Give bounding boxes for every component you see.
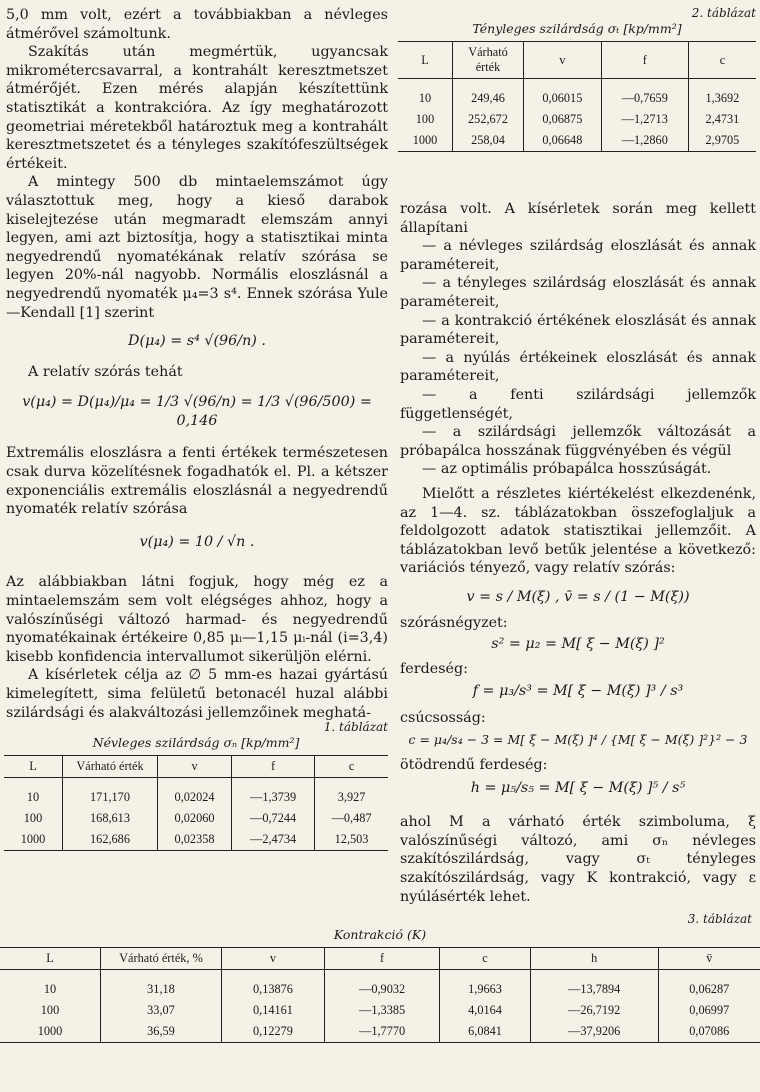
table-cell: 100	[415, 112, 435, 126]
paragraph: A kísérletek célja az ∅ 5 mm-es hazai gyártású kimelegített, sima felületű betonacél huzal alábbi szilárdsági és alakváltozási jellemzőinek meghatá-	[6, 667, 388, 721]
equation: v(μ₄) = D(μ₄)/μ₄ = 1/3 √(96/n) = 1/3 √(96/500) = 0,146	[22, 394, 372, 429]
paragraph: Extremális eloszlásra a fenti értékek természetesen csak durva közelítésnek fogadhatók el. Pl. a kétszer exponenciális extremális eloszlásnál a negyedrendű nyomaték relatív szórása	[6, 445, 388, 518]
table-cell: —26,7192	[530, 1000, 658, 1021]
table-cell: 1000	[398, 130, 453, 152]
table-2	[398, 6, 756, 152]
table-cell: 1000	[4, 829, 63, 851]
table-cell: 0,12279	[222, 1021, 325, 1043]
table-row	[0, 1021, 760, 1043]
column-header: c	[688, 42, 756, 79]
column-header: h	[530, 948, 658, 970]
table-cell: 0,14161	[222, 1000, 325, 1021]
table-cell: 12,503	[315, 829, 388, 851]
table-row	[0, 1000, 760, 1021]
paragraph: A relatív szórás tehát	[28, 363, 183, 380]
table-cell: 171,170	[63, 778, 158, 809]
paragraph: Mielőtt a részletes kiértékelést elkezdenénk, az 1—4. sz. táblázatokban összefoglaljuk a feldolgozott adatok statisztikai jellemzőit. A táblázatokban levő betűk jelentése a következő: variációs tényező, vagy relatív szórás:	[400, 485, 756, 577]
column-header: c	[440, 948, 531, 970]
left-column	[6, 6, 388, 722]
list-item: — a nyúlás értékeinek eloszlását és annak paramétereit,	[400, 349, 756, 385]
list-item: — az optimális próbapálca hosszúságát.	[422, 461, 712, 478]
paragraph: Szakítás után megmértük, ugyancsak mikrométercsavarral, a kontrahált keresztmetszet átmérőjét. Ezen mérés alapján készítettünk statisztikát a kontrakcióra. Az így meghatározott geometriai méretekből határoztuk meg a kontrahált keresztmetszetet és a tényleges szakítófeszültségek értékeit.	[6, 44, 388, 172]
table-cell: 6,0841	[440, 1021, 531, 1043]
table-cell: 0,06287	[658, 970, 760, 1001]
table-caption: Névleges szilárdság σₙ [kp/mm²]	[92, 735, 300, 750]
table-cell: 1,9663	[440, 970, 531, 1001]
table-cell: 0,07086	[658, 1021, 760, 1043]
paragraph: Az alábbiakban látni fogjuk, hogy még ez a mintaelemszám sem volt elégséges ahhoz, hogy a valószínűségi változó harmad- és negyedrendű nyomatékainak értékeire 0,85 μᵢ—1,15 μᵢ-nál (i=3,4) kisebb konfidencia intervallumot sikerüljön elérni.	[6, 574, 388, 665]
label: szórásnégyzet:	[400, 615, 508, 632]
table-cell: 2,9705	[688, 130, 756, 152]
table-cell: 0,02024	[158, 778, 232, 809]
column-header: v	[524, 42, 602, 79]
table-caption: Tényleges szilárdság σₜ [kp/mm²]	[472, 21, 682, 36]
paragraph: A mintegy 500 db mintaelemszámot úgy választottuk meg, hogy a kieső darabok kiselejtezése után megmaradt elemszám annyi legyen, ami azt biztosítja, hogy a statisztikai minta negyedrendű nyomatékának relatív szórása se legyen 20%-nál nagyobb. Normális eloszlásnál a negyedrendű nyomaték μ₄=3 s⁴. Ennek szórása Yule—Kendall [1] szerint	[6, 174, 388, 321]
table-cell: 3,927	[315, 778, 388, 809]
table-cell: 10	[43, 982, 57, 996]
table-cell: —0,7244	[232, 808, 315, 829]
table-cell: —1,2860	[601, 130, 688, 152]
paragraph: 5,0 mm volt, ezért a továbbiakban a névleges átmérővel számoltunk.	[6, 7, 388, 42]
table-1	[4, 720, 388, 851]
paragraph: rozása volt. A kísérletek során meg kellett állapítani	[400, 201, 756, 236]
table-row	[398, 109, 756, 130]
equation: s² = μ₂ = M[ ξ − M(ξ) ]²	[491, 636, 665, 653]
column-header: v	[158, 756, 232, 778]
paragraph: ahol M a várható érték szimboluma, ξ valószínűségi változó, ami σₙ névleges szakítószilárdság, vagy σₜ tényleges szakítószilárdság, vagy K kontrakció, vagy ε nyúlásérték lehet.	[400, 814, 756, 905]
table-cell: —2,4734	[232, 829, 315, 851]
table-cell: 100	[40, 1003, 60, 1017]
table-cell: —1,3385	[324, 1000, 439, 1021]
table-cell: 0,06997	[658, 1000, 760, 1021]
right-column	[400, 200, 756, 906]
table-cell: —13,7894	[530, 970, 658, 1001]
table-cell: 4,0164	[440, 1000, 531, 1021]
table-cell: 1,3692	[688, 79, 756, 110]
table-cell: —1,3739	[232, 778, 315, 809]
equation: f = μ₃/s³ = M[ ξ − M(ξ) ]³ / s³	[472, 683, 684, 700]
table-caption: Kontrakció (K)	[333, 927, 427, 942]
table-cell: 1000	[0, 1021, 101, 1043]
label: csúcsosság:	[400, 709, 486, 726]
equation: v = s / M(ξ) , v̄ = s / (1 − M(ξ))	[466, 588, 690, 605]
column-header: L	[0, 948, 101, 970]
column-header: Várható érték, %	[101, 948, 222, 970]
table-cell: —0,9032	[324, 970, 439, 1001]
column-header: v	[222, 948, 325, 970]
list-item: — a tényleges szilárdság eloszlását és annak paramétereit,	[400, 275, 756, 310]
table-row	[4, 829, 388, 851]
table-cell: —0,487	[315, 808, 388, 829]
table-cell: 162,686	[63, 829, 158, 851]
list-item: — a névleges szilárdság eloszlását és annak paramétereit,	[400, 238, 756, 273]
table-cell: 258,04	[453, 130, 524, 152]
column-header: L	[398, 42, 453, 79]
equation: v(μ₄) = 10 / √n .	[139, 533, 255, 550]
equation: D(μ₄) = s⁴ √(96/n) .	[128, 333, 266, 350]
column-header: v̄	[658, 948, 760, 970]
table-cell: 2,4731	[688, 109, 756, 130]
table-cell: 252,672	[453, 109, 524, 130]
table-cell: 0,02060	[158, 808, 232, 829]
table-cell: 249,46	[453, 79, 524, 110]
table-cell: 0,02358	[158, 829, 232, 851]
table-row	[398, 130, 756, 152]
table-3	[0, 912, 760, 1043]
table-cell: —1,7770	[324, 1021, 439, 1043]
table-cell: 33,07	[101, 1000, 222, 1021]
data-table	[398, 41, 756, 152]
table-cell: 10	[418, 91, 432, 105]
column-header: Várható érték	[63, 756, 158, 778]
data-table	[0, 947, 760, 1043]
column-header: L	[4, 756, 63, 778]
equation: h = μ₅/s₅ = M[ ξ − M(ξ) ]⁵ / s⁵	[470, 779, 686, 796]
list-item: — a szilárdsági jellemzők változását a próbapálca hosszának függvényében és végül	[400, 424, 756, 459]
column-header: f	[324, 948, 439, 970]
table-number: 3. táblázat	[687, 912, 752, 926]
table-row	[398, 79, 756, 110]
equation: c = μ₄/s₄ − 3 = M[ ξ − M(ξ) ]⁴ / {M[ ξ − M(ξ) ]²}² − 3	[408, 732, 748, 748]
label: ferdeség:	[400, 660, 468, 677]
table-row	[0, 970, 760, 1001]
table-cell: —1,2713	[601, 109, 688, 130]
table-row	[4, 778, 388, 809]
table-cell: 100	[23, 811, 43, 825]
table-cell: 31,18	[101, 970, 222, 1001]
column-header: f	[601, 42, 688, 79]
table-cell: 0,06015	[524, 79, 602, 110]
table-number: 2. táblázat	[691, 6, 756, 20]
table-cell: 10	[26, 790, 40, 804]
table-cell: 0,06875	[524, 109, 602, 130]
table-cell: 0,13876	[222, 970, 325, 1001]
column-header: f	[232, 756, 315, 778]
list-item: — a kontrakció értékének eloszlását és annak paramétereit,	[400, 312, 756, 348]
label: ötödrendű ferdeség:	[400, 757, 548, 774]
table-cell: 168,613	[63, 808, 158, 829]
table-cell: 0,06648	[524, 130, 602, 152]
column-header: Várható érték	[453, 42, 524, 79]
table-cell: 36,59	[101, 1021, 222, 1043]
table-row	[4, 808, 388, 829]
table-cell: —37,9206	[530, 1021, 658, 1043]
list-item: — a fenti szilárdsági jellemzők függetlenségét,	[400, 386, 756, 422]
column-header: c	[315, 756, 388, 778]
table-number: 1. táblázat	[323, 720, 388, 734]
table-cell: —0,7659	[601, 79, 688, 110]
data-table	[4, 755, 388, 851]
